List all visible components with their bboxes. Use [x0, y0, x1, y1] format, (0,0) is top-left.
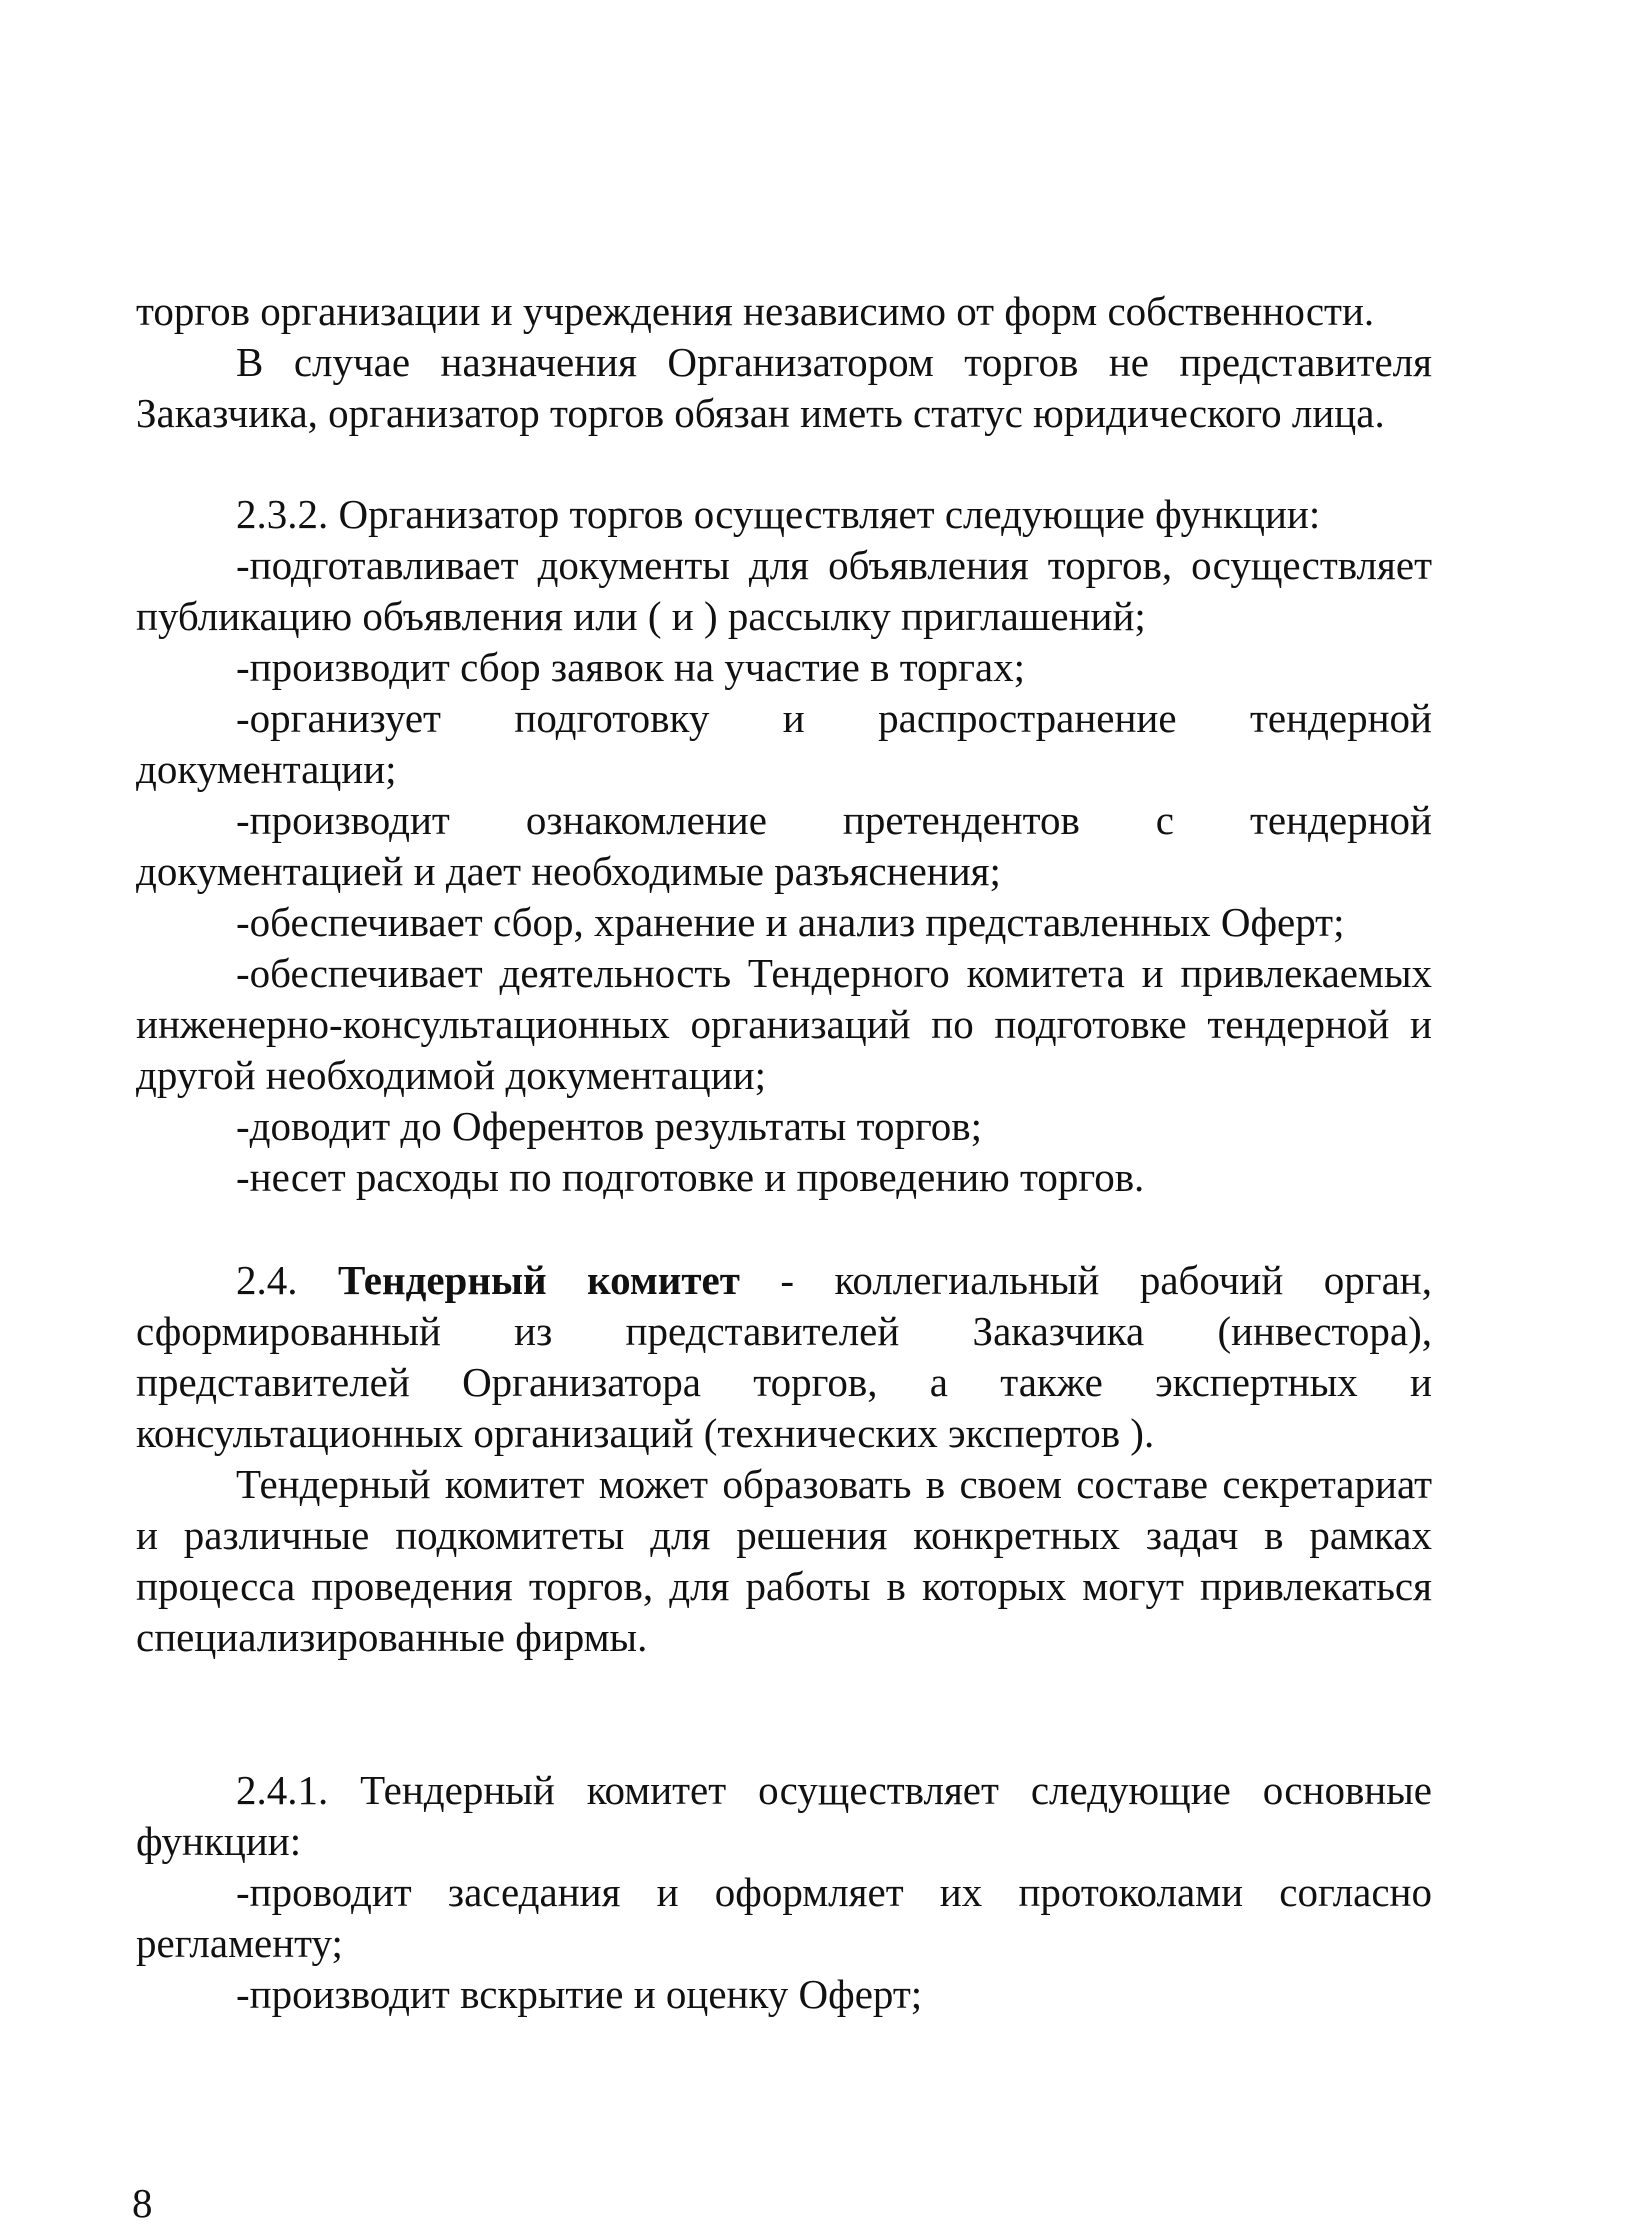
paragraph-organizer-status: В случае назначения Организатором торгов не представителя Заказчика, организатор торгов обязан иметь статус юридического лица.	[136, 339, 1432, 436]
list-item-communicates-results: -доводит до Оферентов результаты торгов;	[236, 1103, 983, 1149]
section-number: 2.4.	[236, 1257, 338, 1303]
document-page	[136, 286, 1432, 2020]
list-item-bears-costs: -несет расходы по подготовке и проведению торгов.	[236, 1154, 1145, 1200]
paragraph-continuation: торгов организации и учреждения независимо от форм собственности.	[136, 288, 1375, 334]
list-item-collects-applications: -производит сбор заявок на участие в торгах;	[236, 644, 1026, 690]
defined-term: Тендерный комитет	[337, 1257, 740, 1303]
paragraph-2-4-definition	[136, 1255, 1432, 1459]
definition-text: - коллегиальный рабочий орган, сформированный из представителей Заказчика (инвестора), представителей Организатора торгов, а также экспертных и консультационных организаций (технических экспертов ).	[136, 1257, 1433, 1456]
page-number: 8	[132, 2180, 153, 2226]
list-item-opens-offers: -производит вскрытие и оценку Оферт;	[236, 1971, 923, 2017]
list-item-organizes-documentation: -организует подготовку и распространение тендерной документации;	[136, 695, 1432, 792]
list-item-familiarizes-applicants: -производит ознакомление претендентов с тендерной документацией и дает необходимые разъяснения;	[136, 797, 1432, 894]
list-item-holds-meetings: -проводит заседания и оформляет их протоколами согласно регламенту;	[136, 1869, 1432, 1966]
list-item-prepares-documents: -подготавливает документы для объявления торгов, осуществляет публикацию объявления или ( и ) рассылку приглашений;	[136, 542, 1432, 639]
list-item-ensures-collection: -обеспечивает сбор, хранение и анализ представленных Оферт;	[236, 899, 1345, 945]
paragraph-2-3-2-heading: 2.3.2. Организатор торгов осуществляет следующие функции:	[236, 491, 1321, 537]
paragraph-committee-composition: Тендерный комитет может образовать в своем составе секретариат и различные подкомитеты для решения конкретных задач в рамках процесса проведения торгов, для работы в которых могут привлекаться специализированные фирмы.	[136, 1461, 1432, 1660]
list-item-ensures-committee-activity: -обеспечивает деятельность Тендерного комитета и привлекаемых инженерно-консультационных организаций по подготовке тендерной и другой необходимой документации;	[136, 950, 1432, 1098]
paragraph-2-4-1-heading: 2.4.1. Тендерный комитет осуществляет следующие основные функции:	[136, 1767, 1432, 1864]
